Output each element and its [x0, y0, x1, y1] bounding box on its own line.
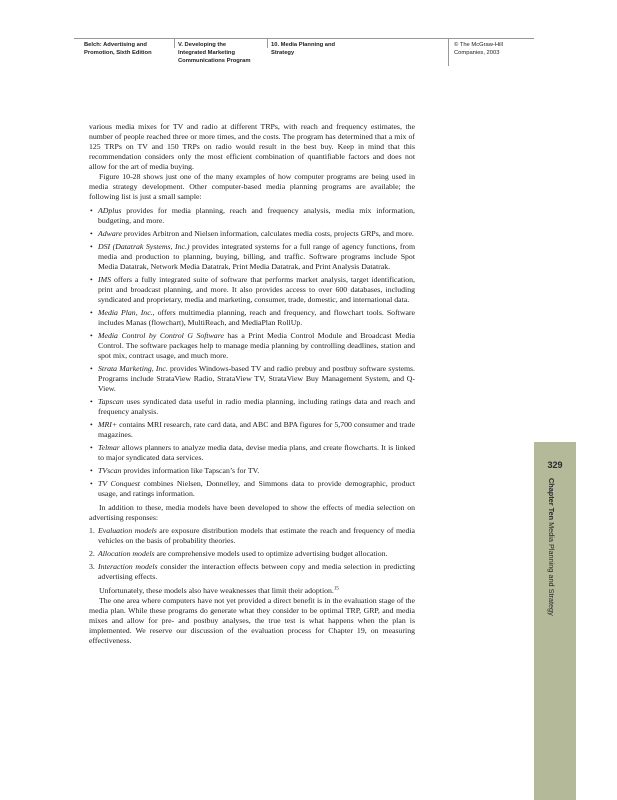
item-term: Interaction models [98, 562, 158, 571]
paragraph-text: Unfortunately, these models also have weaknesses that limit their adoption. [99, 586, 334, 595]
chapter-running-title [544, 478, 556, 678]
list-item-term: TV Conquest [98, 479, 140, 488]
paragraph [89, 586, 415, 596]
paragraph: various media mixes for TV and radio at different TRPs, with reach and frequency estimates, the number of people reached three or more times, and the costs. The program has determined that a mix of 125 TRPs on TV and 150 TRPs on radio would result in the best buy. Keep in mind that this recommendation considers only the most efficient combination of quantifiable factors and does not allow for the art of media buying. [89, 122, 415, 171]
list-item-term: IMS [98, 275, 111, 284]
paragraph: In addition to these, media models have been developed to show the effects of media selection on advertising responses: [89, 503, 415, 522]
numbered-item [89, 562, 415, 582]
footnote-marker[interactable]: 15 [333, 586, 339, 592]
list-item-text: provides Arbitron and Nielsen information, calculates media costs, projects GRPs, and more. [121, 229, 414, 238]
list-item-term: Telmar [98, 443, 120, 452]
list-item-text: provides Windows-based TV and radio prebuy and postbuy software systems. Programs include StrataView Radio, StrataView TV, StrataView Buy Management System, and Q-View. [98, 364, 415, 393]
item-term: Evaluation models [98, 526, 157, 535]
list-item-text: allows planners to analyze media data, devise media plans, and create flowcharts. It is linked to major syndicated data services. [98, 443, 415, 462]
item-text: consider the interaction effects between copy and media selection in predicting advertising effects. [98, 562, 415, 581]
list-item-term: Adware [98, 229, 122, 238]
list-item-text: contains MRI research, rate card data, and ABC and BPA figures for 5,700 consumer and trade magazines. [98, 420, 415, 439]
list-item [89, 242, 415, 272]
list-item-text: has a Print Media Control Module and Broadcast Media Control. The software packages help to manage media planning by controlling deadlines, station and spot mix, contract usage, and much more. [98, 331, 415, 360]
list-item [89, 308, 415, 328]
list-item-term: Media Plan, Inc., [98, 308, 155, 317]
list-item-text: provides information like Tapscan’s for TV. [121, 466, 260, 475]
list-item [89, 466, 415, 476]
list-item [89, 479, 415, 499]
header-part-title: V. Developing the Integrated Marketing Communications Program [178, 42, 251, 64]
list-item-term: ADplus [98, 206, 122, 215]
list-item-text: combines Nielsen, Donnelley, and Simmons data to provide demographic, product usage, and ratings information. [98, 479, 415, 498]
running-header [74, 38, 534, 72]
list-item [89, 397, 415, 417]
list-item [89, 420, 415, 440]
list-item-term: Strata Marketing, Inc. [98, 364, 168, 373]
list-item-term: DSI (Datatrak Systems, Inc.) [98, 242, 190, 251]
header-copyright: © The McGraw-Hill Companies, 2003 [454, 42, 503, 56]
list-item-term: Media Control by Control G Software [98, 331, 224, 340]
body-text [89, 122, 415, 646]
list-item [89, 206, 415, 226]
list-item-term: Tapscan [98, 397, 124, 406]
item-number: 3. [89, 562, 95, 571]
software-list [89, 206, 415, 499]
list-item-term: TVscan [98, 466, 122, 475]
list-item-term: MRI+ [98, 420, 118, 429]
item-number: 1. [89, 526, 95, 535]
list-item [89, 364, 415, 394]
header-chapter-title: 10. Media Planning and Strategy [271, 42, 336, 56]
list-item-text: uses syndicated data useful in radio media planning, including ratings data and reach and frequency analysis. [98, 397, 415, 416]
paragraph: Figure 10-28 shows just one of the many examples of how computer programs are being used in media strategy development. Other computer-based media planning programs are available; the following list is just a small sample: [89, 172, 415, 201]
header-rule [74, 38, 534, 39]
item-number: 2. [89, 549, 95, 558]
list-item-text: offers multimedia planning, reach and frequency, and flowchart tools. Software includes Manas (flowchart), MultiReach, and MediaPlan RollUp. [98, 308, 415, 327]
list-item [89, 443, 415, 463]
paragraph: The one area where computers have not yet provided a direct benefit is in the evaluation stage of the media plan. While these programs do generate what they consider to be optimal TRP, GRP, and media mixes and allow for pre- and postbuy analyses, the true test is what happens when the plan is implemented. We reserve our discussion of the evaluation process for Chapter 19, on measuring effectiveness. [89, 596, 415, 645]
header-book-title: Belch: Advertising and Promotion, Sixth Edition [84, 42, 152, 56]
model-list [89, 526, 415, 582]
item-term: Allocation models [98, 549, 155, 558]
list-item [89, 275, 415, 305]
list-item-text: provides for media planning, reach and frequency analysis, media mix information, budgeting, and more. [98, 206, 415, 225]
item-text: are exposure distribution models that estimate the reach and frequency of media vehicles on the basis of probability theories. [98, 526, 415, 545]
list-item-text: offers a fully integrated suite of software that performs market analysis, target identification, print and broadcast planning, and more. It also provides access to over 600 databases, including syndicated and proprietary, media and marketing, consumer, trade, domestic, and international data. [98, 275, 415, 304]
numbered-item [89, 549, 415, 559]
list-item [89, 229, 415, 239]
chapter-label: Chapter Ten [547, 478, 556, 521]
page-number: 329 [547, 460, 563, 470]
list-item [89, 331, 415, 361]
header-divider [448, 38, 449, 66]
item-text: are comprehensive models used to optimize advertising budget allocation. [154, 549, 388, 558]
numbered-item [89, 526, 415, 546]
list-item-text: provides integrated systems for a full range of agency functions, from media and production to planning, buying, billing, and traffic. Software programs include Spot Media Datatrak, Network Media Datatrak, Print Media Datatrak, and Print Analysis Datatrak. [98, 242, 416, 271]
chapter-title: Media Planning and Strategy [547, 522, 556, 616]
